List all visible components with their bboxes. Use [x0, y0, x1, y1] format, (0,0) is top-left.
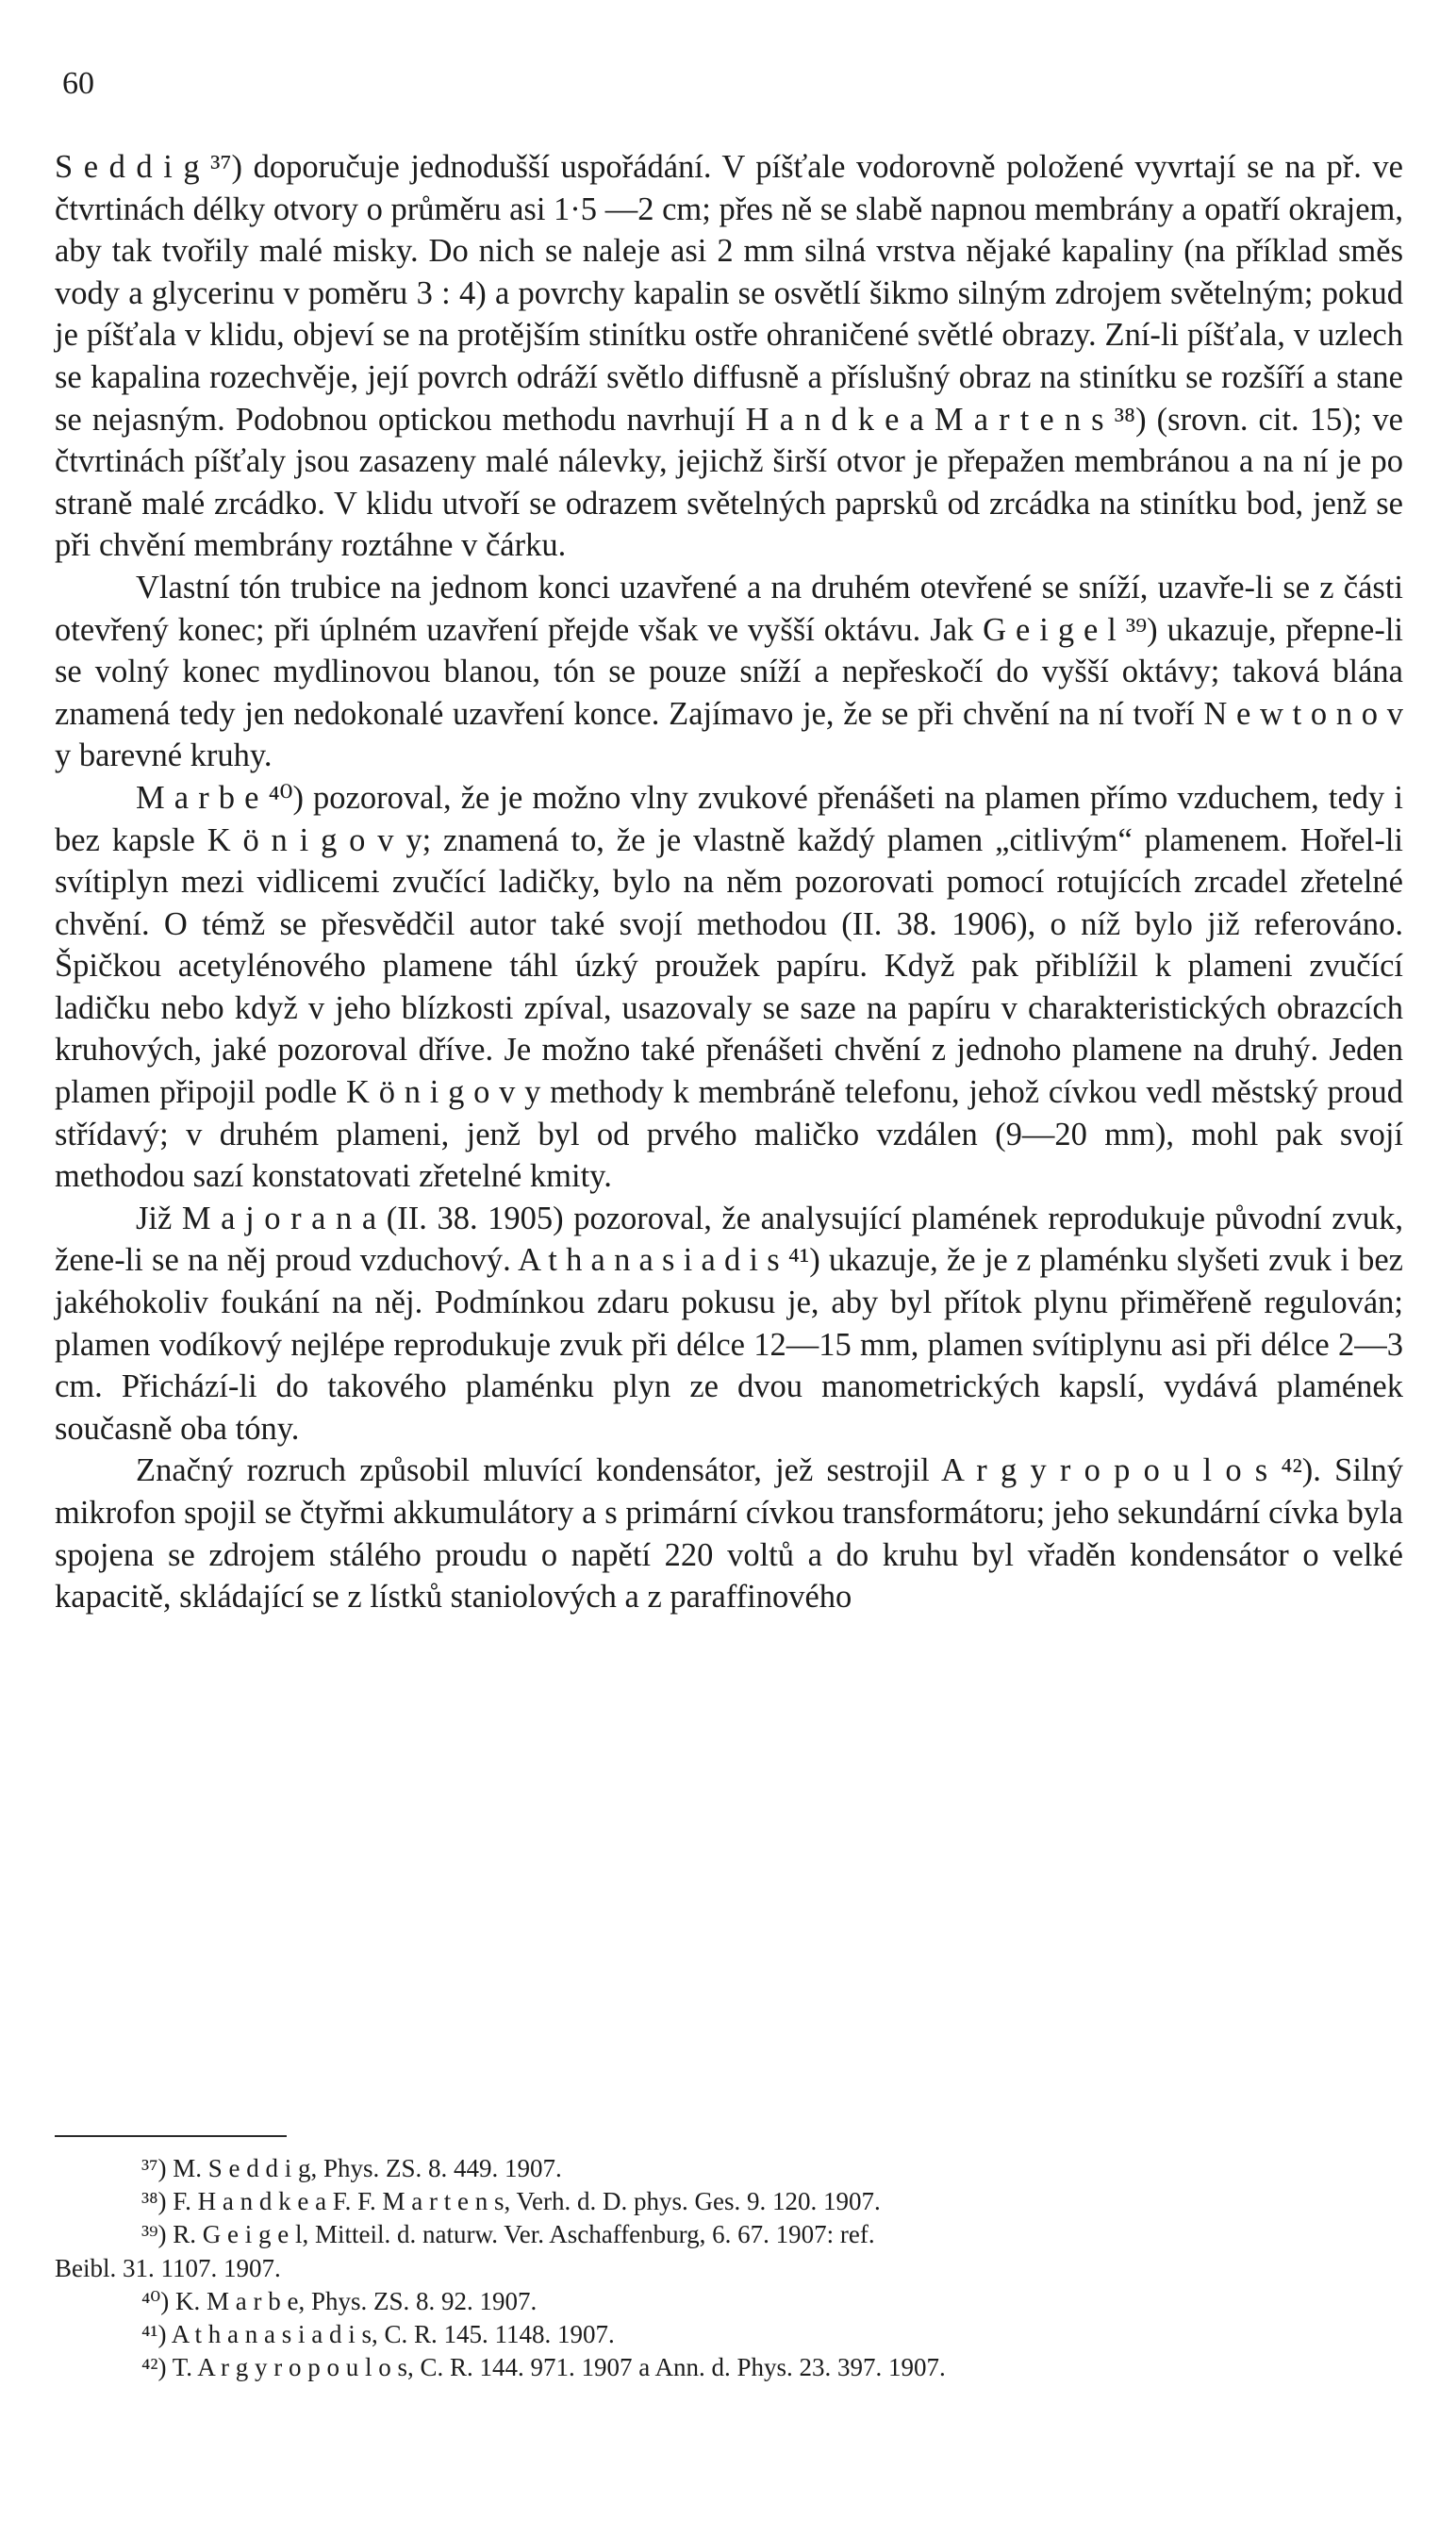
footnote-continuation: Beibl. 31. 1107. 1907.	[55, 2253, 281, 2282]
footnotes	[55, 2152, 1403, 2384]
footnote: ³⁸) F. H a n d k e a F. F. M a r t e n s, Verh. d. D. phys. Ges. 9. 120. 1907.	[141, 2187, 881, 2216]
footnote: ³⁹) R. G e i g e l, Mitteil. d. naturw. Ver. Aschaffenburg, 6. 67. 1907: ref.	[141, 2220, 875, 2249]
paragraph: S e d d i g ³⁷) doporučuje jednodušší uspořádání. V píšťale vodorovně položené vyvrtají se na př. ve čtvrtinách délky otvory o průměru asi 1·5 —2 cm; přes ně se slabě napnou membrány a opatří okrajem, aby tak tvořily malé misky. Do nich se naleje asi 2 mm silná vrstva nějaké kapaliny (na příklad směs vody a glycerinu v poměru 3 : 4) a povrchy kapalin se osvětlí šikmo silným zdrojem světelným; pokud je píšťala v klidu, objeví se na protějším stinítku ostře ohraničené světlé obrazy. Zní-li píšťala, v uzlech se kapalina rozechvěje, její povrch odráží světlo diffusně a příslušný obraz na stinítku se rozšíří a stane se nejasným. Podobnou optickou methodu navrhují H a n d k e a M a r t e n s ³⁸) (srovn. cit. 15); ve čtvrtinách píšťaly jsou zasazeny malé nálevky, jejichž širší otvor je přepažen membránou a na ní je po straně malé zrcádko. V klidu utvoří se odrazem světelných paprsků od zrcádka na stinítku bod, jenž se při chvění membrány roztáhne v čárku.	[55, 149, 1403, 564]
paragraph: Již M a j o r a n a (II. 38. 1905) pozoroval, že analysující plamének reprodukuje původní zvuk, žene-li se na něj proud vzduchový. A t h a n a s i a d i s ⁴¹) ukazuje, že je z plaménku slyšeti zvuk i bez jakéhokoliv foukání na něj. Podmínkou zdaru pokusu je, aby byl přítok plynu přiměřeně regulován; plamen vodíkový nejlépe reprodukuje zvuk při délce 12—15 mm, plamen svítiplynu asi při délce 2—3 cm. Přichází-li do takového plaménku plyn ze dvou manometrických kapslí, vydává plamének současně oba tóny.	[55, 1200, 1403, 1447]
paragraph: M a r b e ⁴⁰) pozoroval, že je možno vlny zvukové přenášeti na plamen přímo vzduchem, tedy i bez kapsle K ö n i g o v y; znamená to, že je vlastně každý plamen „citlivým“ plamenem. Hořel-li svítiplyn mezi vidlicemi zvučící ladičky, bylo na něm pozorovati pomocí rotujících zrcadel zřetelné chvění. O témž se přesvědčil autor také svojí methodou (II. 38. 1906), o níž bylo již referováno. Špičkou acetylénového plamene táhl úzký proužek papíru. Když pak přiblížil k plameni zvučící ladičku nebo když v jeho blízkosti zpíval, usazovaly se saze na papíru v charakteristických obrazcích kruhových, jaké pozoroval dříve. Je možno také přenášeti chvění z jednoho plamene na druhý. Jeden plamen připojil podle K ö n i g o v y methody k membráně telefonu, jehož cívkou vedl městský proud střídavý; v druhém plameni, jenž byl od prvého maličko vzdálen (9—20 mm), mohl pak svojí methodou sazí konstatovati zřetelné kmity.	[55, 779, 1403, 1195]
footnote: ⁴²) T. A r g y r o p o u l o s, C. R. 144. 971. 1907 a Ann. d. Phys. 23. 397. 1907.	[141, 2353, 946, 2382]
paragraph: Značný rozruch způsobil mluvící kondensátor, jež sestrojil A r g y r o p o u l o s ⁴²). Silný mikrofon spojil se čtyřmi akkumulátory a s primární cívkou transformátoru; jeho sekundární cívka byla spojena se zdrojem stálého proudu o napětí 220 voltů a do kruhu byl vřaděn kondensátor o velké kapacitě, skládající se z lístků staniolových a z paraffinového	[55, 1452, 1403, 1616]
body-text	[55, 146, 1403, 1618]
footnote: ⁴⁰) K. M a r b e, Phys. ZS. 8. 92. 1907.	[141, 2286, 538, 2315]
footnote: ⁴¹) A t h a n a s i a d i s, C. R. 145. 1148. 1907.	[141, 2320, 615, 2349]
footnote: ³⁷) M. S e d d i g, Phys. ZS. 8. 449. 1907.	[141, 2154, 562, 2182]
page-number: 60	[62, 66, 94, 101]
footnote-divider	[55, 2135, 287, 2137]
paragraph: Vlastní tón trubice na jednom konci uzavřené a na druhém otevřené se sníží, uzavře-li se z části otevřený konec; při úplném uzavření přejde však ve vyšší oktávu. Jak G e i g e l ³⁹) ukazuje, přepne-li se volný konec mydlinovou blanou, tón se pouze sníží a nepřeskočí do vyšší oktávy; taková blána znamená tedy jen nedokonalé uzavření konce. Zajímavo je, že se při chvění na ní tvoří N e w t o n o v y barevné kruhy.	[55, 569, 1403, 774]
